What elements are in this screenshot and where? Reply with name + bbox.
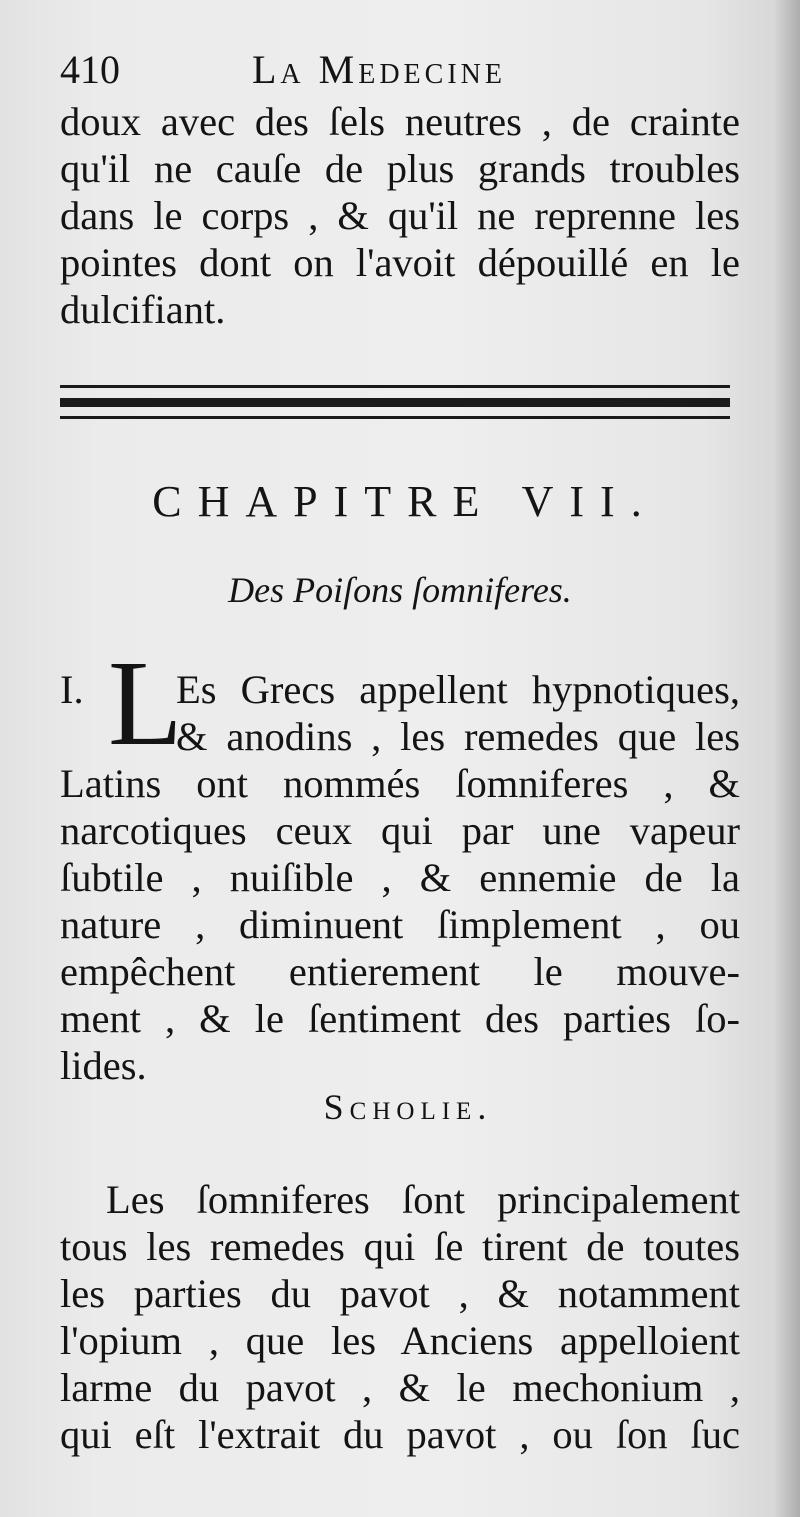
running-title: La Medecine [252, 47, 506, 92]
page-edge-shadow [774, 0, 800, 1517]
divider-rule-bottom [60, 416, 730, 419]
text-line: dans le corps , & qu'il ne reprenne les [60, 193, 740, 238]
text-line: l'opium , que les Anciens appelloient [60, 1318, 740, 1363]
top-paragraph [60, 98, 740, 333]
text-line: lides. [60, 1043, 147, 1088]
scholie-heading: Scholie. [323, 1087, 493, 1127]
running-head [60, 44, 740, 96]
section-one-paragraph [60, 760, 740, 1089]
section-number: I. [60, 667, 84, 712]
page-number: 410 [60, 47, 120, 92]
scholie-paragraph [60, 1176, 740, 1458]
text-line: Latins ont nommés ſomniferes , & [60, 761, 740, 806]
text-line: qu'il ne cauſe de plus grands troubles [60, 146, 740, 191]
text-line: & anodins , les remedes que les [176, 714, 740, 759]
text-line: tous les remedes qui ſe tirent de toutes [60, 1224, 740, 1269]
text-line: narcotiques ceux qui par une vapeur [60, 808, 740, 853]
text-line: nature , diminuent ſimplement , ou [60, 902, 740, 947]
text-line: dulcifiant. [60, 287, 226, 332]
text-line: pointes dont on l'avoit dépouillé en le [60, 240, 740, 285]
text-line: les parties du pavot , & notamment [60, 1271, 740, 1316]
text-line: qui eſt l'extrait du pavot , ou ſon ſuc [60, 1412, 740, 1457]
text-line: larme du pavot , & le mechonium , [60, 1365, 740, 1410]
text-line: Es Grecs appellent hypnotiques, [176, 667, 740, 712]
text-line: doux avec des ſels neutres , de crainte [60, 99, 740, 144]
chapter-subtitle: Des Poiſons ſomniferes. [228, 570, 572, 610]
text-line: ment , & le ſentiment des parties ſo- [60, 996, 740, 1041]
divider-rule-ornamental [60, 398, 730, 407]
chapter-heading: CHAPITRE VII. [152, 477, 658, 526]
text-line: Les ſomniferes ſont principalement [106, 1177, 740, 1222]
text-line: ſubtile , nuiſible , & ennemie de la [60, 855, 740, 900]
section-opening-lines [176, 666, 740, 760]
divider-rule-top [60, 385, 730, 388]
drop-cap: L [108, 636, 183, 771]
text-line: empêchent entierement le mouve- [60, 949, 740, 994]
